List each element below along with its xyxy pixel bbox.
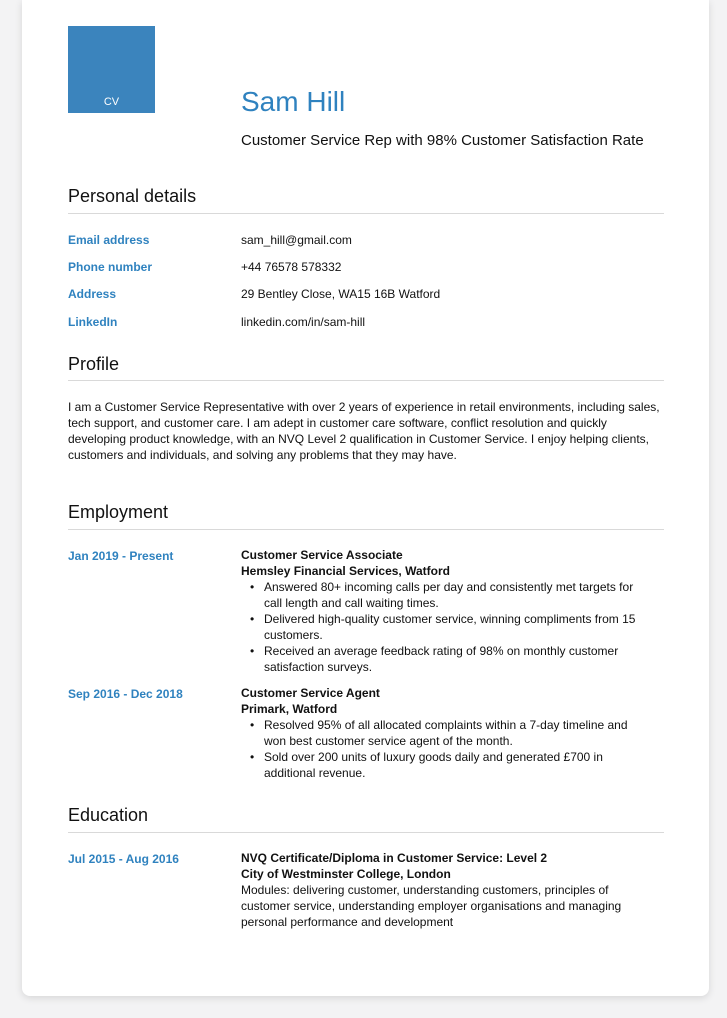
education-dates: Jul 2015 - Aug 2016 [68, 852, 179, 866]
divider [68, 380, 664, 381]
education-description: Modules: delivering customer, understanding customers, principles of customer service, understanding employer organisations and managing personal performance and development [241, 883, 622, 929]
section-title-profile: Profile [68, 354, 120, 374]
candidate-headline: Customer Service Rep with 98% Customer Satisfaction Rate [241, 132, 644, 149]
label-phone: Phone number [68, 260, 153, 274]
achievement-item [241, 749, 651, 781]
bullet-dot-icon: • [250, 750, 255, 764]
divider [68, 213, 664, 214]
employment-entry [241, 685, 651, 781]
section-title-employment: Employment [68, 502, 169, 522]
bullet-dot-icon: • [250, 580, 255, 594]
employment-dates: Sep 2016 - Dec 2018 [68, 687, 183, 701]
achievement-text: Sold over 200 units of luxury goods daily and generated £700 in additional revenue. [264, 750, 603, 780]
education-entry [241, 850, 651, 930]
employment-dates: Jan 2019 - Present [68, 549, 174, 563]
bullet-dot-icon: • [250, 612, 255, 626]
section-title-education: Education [68, 805, 149, 825]
achievement-item [241, 611, 651, 643]
qualification-title: NVQ Certificate/Diploma in Customer Service: Level 2 [241, 851, 548, 865]
achievement-item [241, 579, 651, 611]
cv-badge-label: CV [103, 96, 120, 108]
bullet-dot-icon: • [250, 644, 255, 658]
achievement-text: Resolved 95% of all allocated complaints within a 7-day timeline and won best customer service agent of the month. [264, 718, 628, 748]
institution: City of Westminster College, London [241, 867, 451, 881]
bullet-dot-icon: • [250, 718, 255, 732]
value-phone: +44 76578 578332 [241, 260, 342, 274]
employer: Hemsley Financial Services, Watford [241, 564, 450, 578]
job-title: Customer Service Agent [241, 686, 380, 700]
value-linkedin: linkedin.com/in/sam-hill [241, 315, 366, 329]
section-title-personal: Personal details [68, 186, 197, 206]
achievement-text: Received an average feedback rating of 98% on monthly customer satisfaction surveys. [264, 644, 619, 674]
label-linkedin: LinkedIn [68, 315, 118, 329]
label-email: Email address [68, 233, 150, 247]
achievement-item [241, 717, 651, 749]
divider [68, 832, 664, 833]
cv-page [22, 0, 709, 996]
achievement-list [241, 579, 651, 675]
achievement-list [241, 717, 651, 781]
value-address: 29 Bentley Close, WA15 16B Watford [241, 287, 441, 301]
employer: Primark, Watford [241, 702, 338, 716]
achievement-item [241, 643, 651, 675]
label-address: Address [68, 287, 117, 301]
employment-entry [241, 547, 651, 675]
cv-badge [68, 26, 155, 113]
candidate-name: Sam Hill [241, 86, 346, 117]
divider [68, 529, 664, 530]
achievement-text: Delivered high-quality customer service, winning compliments from 15 customers. [264, 612, 636, 642]
value-email: sam_hill@gmail.com [241, 233, 352, 247]
profile-text: I am a Customer Service Representative with over 2 years of experience in retail environments, including sales, tech support, and customer care. I am adept in customer care software, conflict resolution and quickly developing product knowledge, with an NVQ Level 2 qualification in Customer Service. I enjoy helping clients, customers and individuals, and solving any problems that they may have. [68, 400, 660, 462]
job-title: Customer Service Associate [241, 548, 403, 562]
achievement-text: Answered 80+ incoming calls per day and consistently met targets for call length and call waiting times. [264, 580, 634, 610]
